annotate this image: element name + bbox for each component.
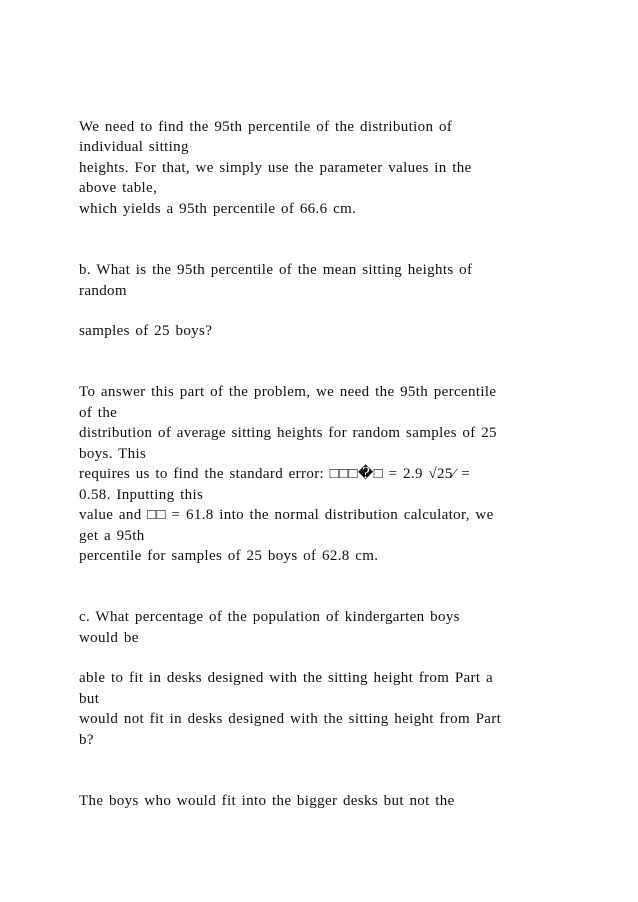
text-line: individual sitting [79,139,189,155]
text-line: We need to find the 95th percentile of the distribution of [79,119,453,135]
text-line: samples of 25 boys? [79,323,213,339]
text-line: value and □□ = 61.8 into the normal distribution calculator, we [79,507,494,523]
text-line: able to fit in desks designed with the sitting height from Part a [79,670,494,686]
text-line: c. What percentage of the population of kindergarten boys [79,609,460,625]
text-line: would be [79,630,139,646]
text-line: b. What is the 95th percentile of the mean sitting heights of [79,262,473,278]
text-line: The boys who would fit into the bigger desks but not the [79,793,455,809]
text-line: get a 95th [79,528,145,544]
text-line: requires us to find the standard error: □□□�□ = 2.9 √25⁄ = [79,466,471,482]
text-line: 0.58. Inputting this [79,487,204,503]
text-line: would not fit in desks designed with the sitting height from Part [79,711,502,727]
text-line: heights. For that, we simply use the parameter values in the [79,160,472,176]
text-line: but [79,691,100,707]
text-line: random [79,283,127,299]
text-line: To answer this part of the problem, we need the 95th percentile [79,384,497,400]
text-line: above table, [79,180,158,196]
text-line: b? [79,732,94,748]
text-line: of the [79,405,118,421]
text-line: boys. This [79,446,147,462]
text-line: percentile for samples of 25 boys of 62.8 cm. [79,548,379,564]
text-line: distribution of average sitting heights for random samples of 25 [79,425,497,441]
text-line: which yields a 95th percentile of 66.6 cm. [79,201,357,217]
